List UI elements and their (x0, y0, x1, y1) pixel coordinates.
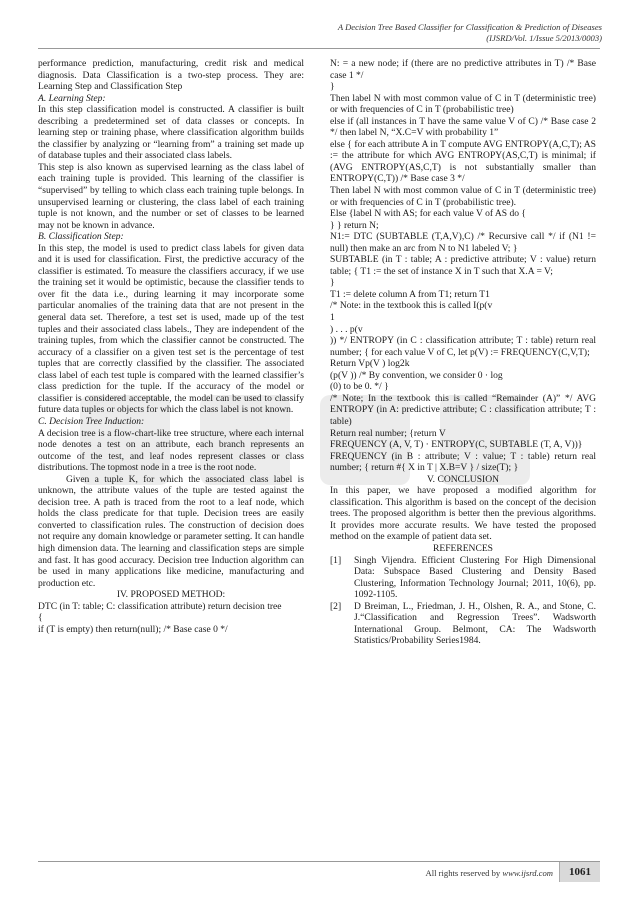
code-line: (p(V )) /* By convention, we consider 0 · log (330, 369, 503, 381)
footer-rights (426, 868, 553, 878)
code-line: FREQUENCY (A, V, T) · ENTROPY(C, SUBTABLE (T, A, V))} (330, 439, 583, 451)
references-heading: REFERENCES (433, 542, 493, 554)
algorithm-code-left (38, 601, 304, 636)
code-line: N1:= DTC (SUBTABLE (T,A,V),C) /* Recursive call */ if (N1 != null) then make an arc from N to N1 labeled V; } (330, 231, 596, 254)
code-line: Then label N with most common value of C in T (deterministic tree) or with frequencies of C in T (probabilistic tree). (330, 185, 596, 208)
decision-tree-paragraph-1: A decision tree is a flow-chart-like tree structure, where each internal node denotes a test on an attribute, each branch represents an outcome of the test, and leaf nodes represent classes or class distributions. The topmost node in a tree is the root node. (38, 427, 304, 474)
code-line: /* Note: in the textbook this is called I(p(v (330, 300, 493, 312)
classification-step-paragraph: In this step, the model is used to predict class labels for given data and it is used for classification. First, the predictive accuracy of the classifier is estimated. To measure the classifiers accuracy, if we use the training set it would be optimistic, because the classifier tends to over fit the data i.e., during learning it may incorporate some particular anomalies of the training data that are not present in the general data set. Therefore, a test set is used, made up of the test tuples and their associated class labels., They are independent of the training tuples, from which the classifier cannot be constructed. The accuracy of a classifier on a given test set is the percentage of test tuples that are correctly classified by the classifier. The associated class label of each test tuple is compared with the learned classifier’s class prediction for the tuple. If the accuracy of the model or classifier is considered acceptable, the model can be used to classify future data tuples or objects for which the class label is not known. (38, 242, 304, 416)
learning-step-heading: A. Learning Step: (38, 92, 106, 104)
page-number: 1061 (559, 862, 600, 882)
code-line: DTC (in T: table; C: classification attribute) return decision tree (38, 600, 282, 612)
code-line: Return real number; {return V (330, 427, 446, 439)
rights-text: All rights reserved by (425, 868, 503, 878)
left-column (38, 58, 304, 635)
site-link[interactable]: www.ijsrd.com (502, 868, 553, 878)
learning-step-paragraph-2: This step is also known as supervised learning as the class label of each training tuple is provided. This learning of the classifier is “supervised” by telling to which class each training tuple belongs. In unsupervised learning or clustering, the class label of each training tuple is not known, and the number or set of classes to be learned may not be known in advance. (38, 161, 304, 231)
code-line: Return Vp(V ) log2k (330, 358, 410, 370)
code-line: if (T is empty) then return(null); /* Base case 0 */ (38, 623, 228, 635)
code-line: ) . . . p(v (330, 323, 363, 335)
code-line: SUBTABLE (in T : table; A : predictive attribute; V : value) return table; { T1 := the set of instance X in T such that X.A = V; (330, 254, 596, 277)
section-conclusion-heading: V. CONCLUSION (427, 473, 499, 485)
code-line: 1 (330, 312, 335, 324)
code-line: else if (all instances in T have the same value V of C) /* Base case 2 */ then label N, “X.C=V with probability 1” (330, 115, 596, 139)
code-line: } (330, 81, 335, 93)
classification-step-heading: B. Classification Step: (38, 231, 124, 243)
header-title: A Decision Tree Based Classifier for Classification & Prediction of Diseases (337, 22, 602, 32)
conclusion-paragraph: In this paper, we have proposed a modified algorithm for classification. This algorithm is based on the concept of the decision trees. The proposed algorithm is better then the previous algorithms. It provides more accurate results. We have tested the proposed method on the example of patient data set. (330, 485, 596, 543)
reference-item (330, 601, 596, 647)
reference-list (330, 555, 596, 647)
code-line: Then label N with most common value of C in T (deterministic tree) or with frequencies of C in T (probabilistic tree) (330, 92, 596, 116)
header-issue: (IJSRD/Vol. 1/Issue 5/2013/0003) (486, 33, 602, 43)
reference-text: D Breiman, L., Friedman, J. H., Olshen, R. A., and Stone, C. J.“Classification and Regression Trees”. Wadsworth International Group. Belmont, CA: The Wadsworth Statistics/Probability Series1984. (354, 600, 596, 647)
reference-text: Singh Vijendra. Efficient Clustering For High Dimensional Data: Subspace Based Clustering and Density Based Clustering, Information Technology Journal; 2011, 10(6), pp. 1092-1105. (354, 554, 596, 601)
intro-paragraph: performance prediction, manufacturing, credit risk and medical diagnosis. Data Classification is a two-step process. They are: Learning Step and Classification Step (38, 58, 304, 93)
section-proposed-method-heading: IV. PROPOSED METHOD: (116, 589, 226, 601)
algorithm-code-right (330, 58, 596, 474)
reference-number: [1] (330, 554, 342, 566)
running-header (338, 22, 602, 44)
reference-number: [2] (330, 600, 342, 612)
reference-item (330, 555, 596, 601)
code-line: /* Note; In the textbook this is called “Remainder (A)” */ AVG ENTROPY (in A: predictive attribute; C : classification attribute; T : table) (330, 392, 596, 427)
code-line: } } return N; (330, 219, 379, 231)
right-column (330, 58, 596, 647)
code-line: )) */ ENTROPY (in C : classification attribute; T : table) return real number; { for each value V of C, let p(V) := FREQUENCY(C,V,T); (330, 335, 596, 358)
code-line: else { for each attribute A in T compute AVG ENTROPY(A,C,T); AS := the attribute for which AVG ENTROPY(AS,C,T) is minimal; if (AVG ENTROPY(AS,C,T) is not substantially smaller than ENTROPY(C,T)) /* Base case 3 */ (330, 138, 596, 185)
code-line: FREQUENCY (in B : attribute; V : value; T : table) return real number; { return #{ X in T | X.B=V } / size(T); } (330, 450, 596, 474)
footer-rule (38, 861, 600, 862)
code-line: } (330, 277, 335, 289)
code-line: N: = a new node; if (there are no predictive attributes in T) /* Base case 1 */ (330, 58, 596, 81)
decision-tree-paragraph-2: Given a tuple K, for which the associated class label is unknown, the attribute values of the tuple are tested against the decision tree. A path is traced from the root to a leaf node, which holds the class predicate for that tuple. Decision trees are easily converted to classification rules. The construction of decision does not require any domain knowledge or parameter setting. It can handle high dimension data. The learning and classification steps are simple and fast. It has good accuracy. Decision tree Induction algorithm can be used in many applications like medicine, manufacturing and production etc. (38, 473, 304, 589)
code-line: Else {label N with AS; for each value V of AS do { (330, 208, 527, 220)
decision-tree-induction-heading: C. Decision Tree Induction: (38, 415, 145, 427)
learning-step-paragraph-1: In this step classification model is constructed. A classifier is built describing a predetermined set of data classes or concepts. In learning step or training phase, where classification algorithm builds the classifier by analyzing or “learning from” a training set made up of database tuples and their associated class labels. (38, 104, 304, 162)
header-rule (38, 48, 600, 49)
code-line: T1 := delete column A from T1; return T1 (330, 288, 490, 300)
code-line: (0) to be 0. */ } (330, 381, 389, 393)
code-line: { (38, 612, 43, 624)
